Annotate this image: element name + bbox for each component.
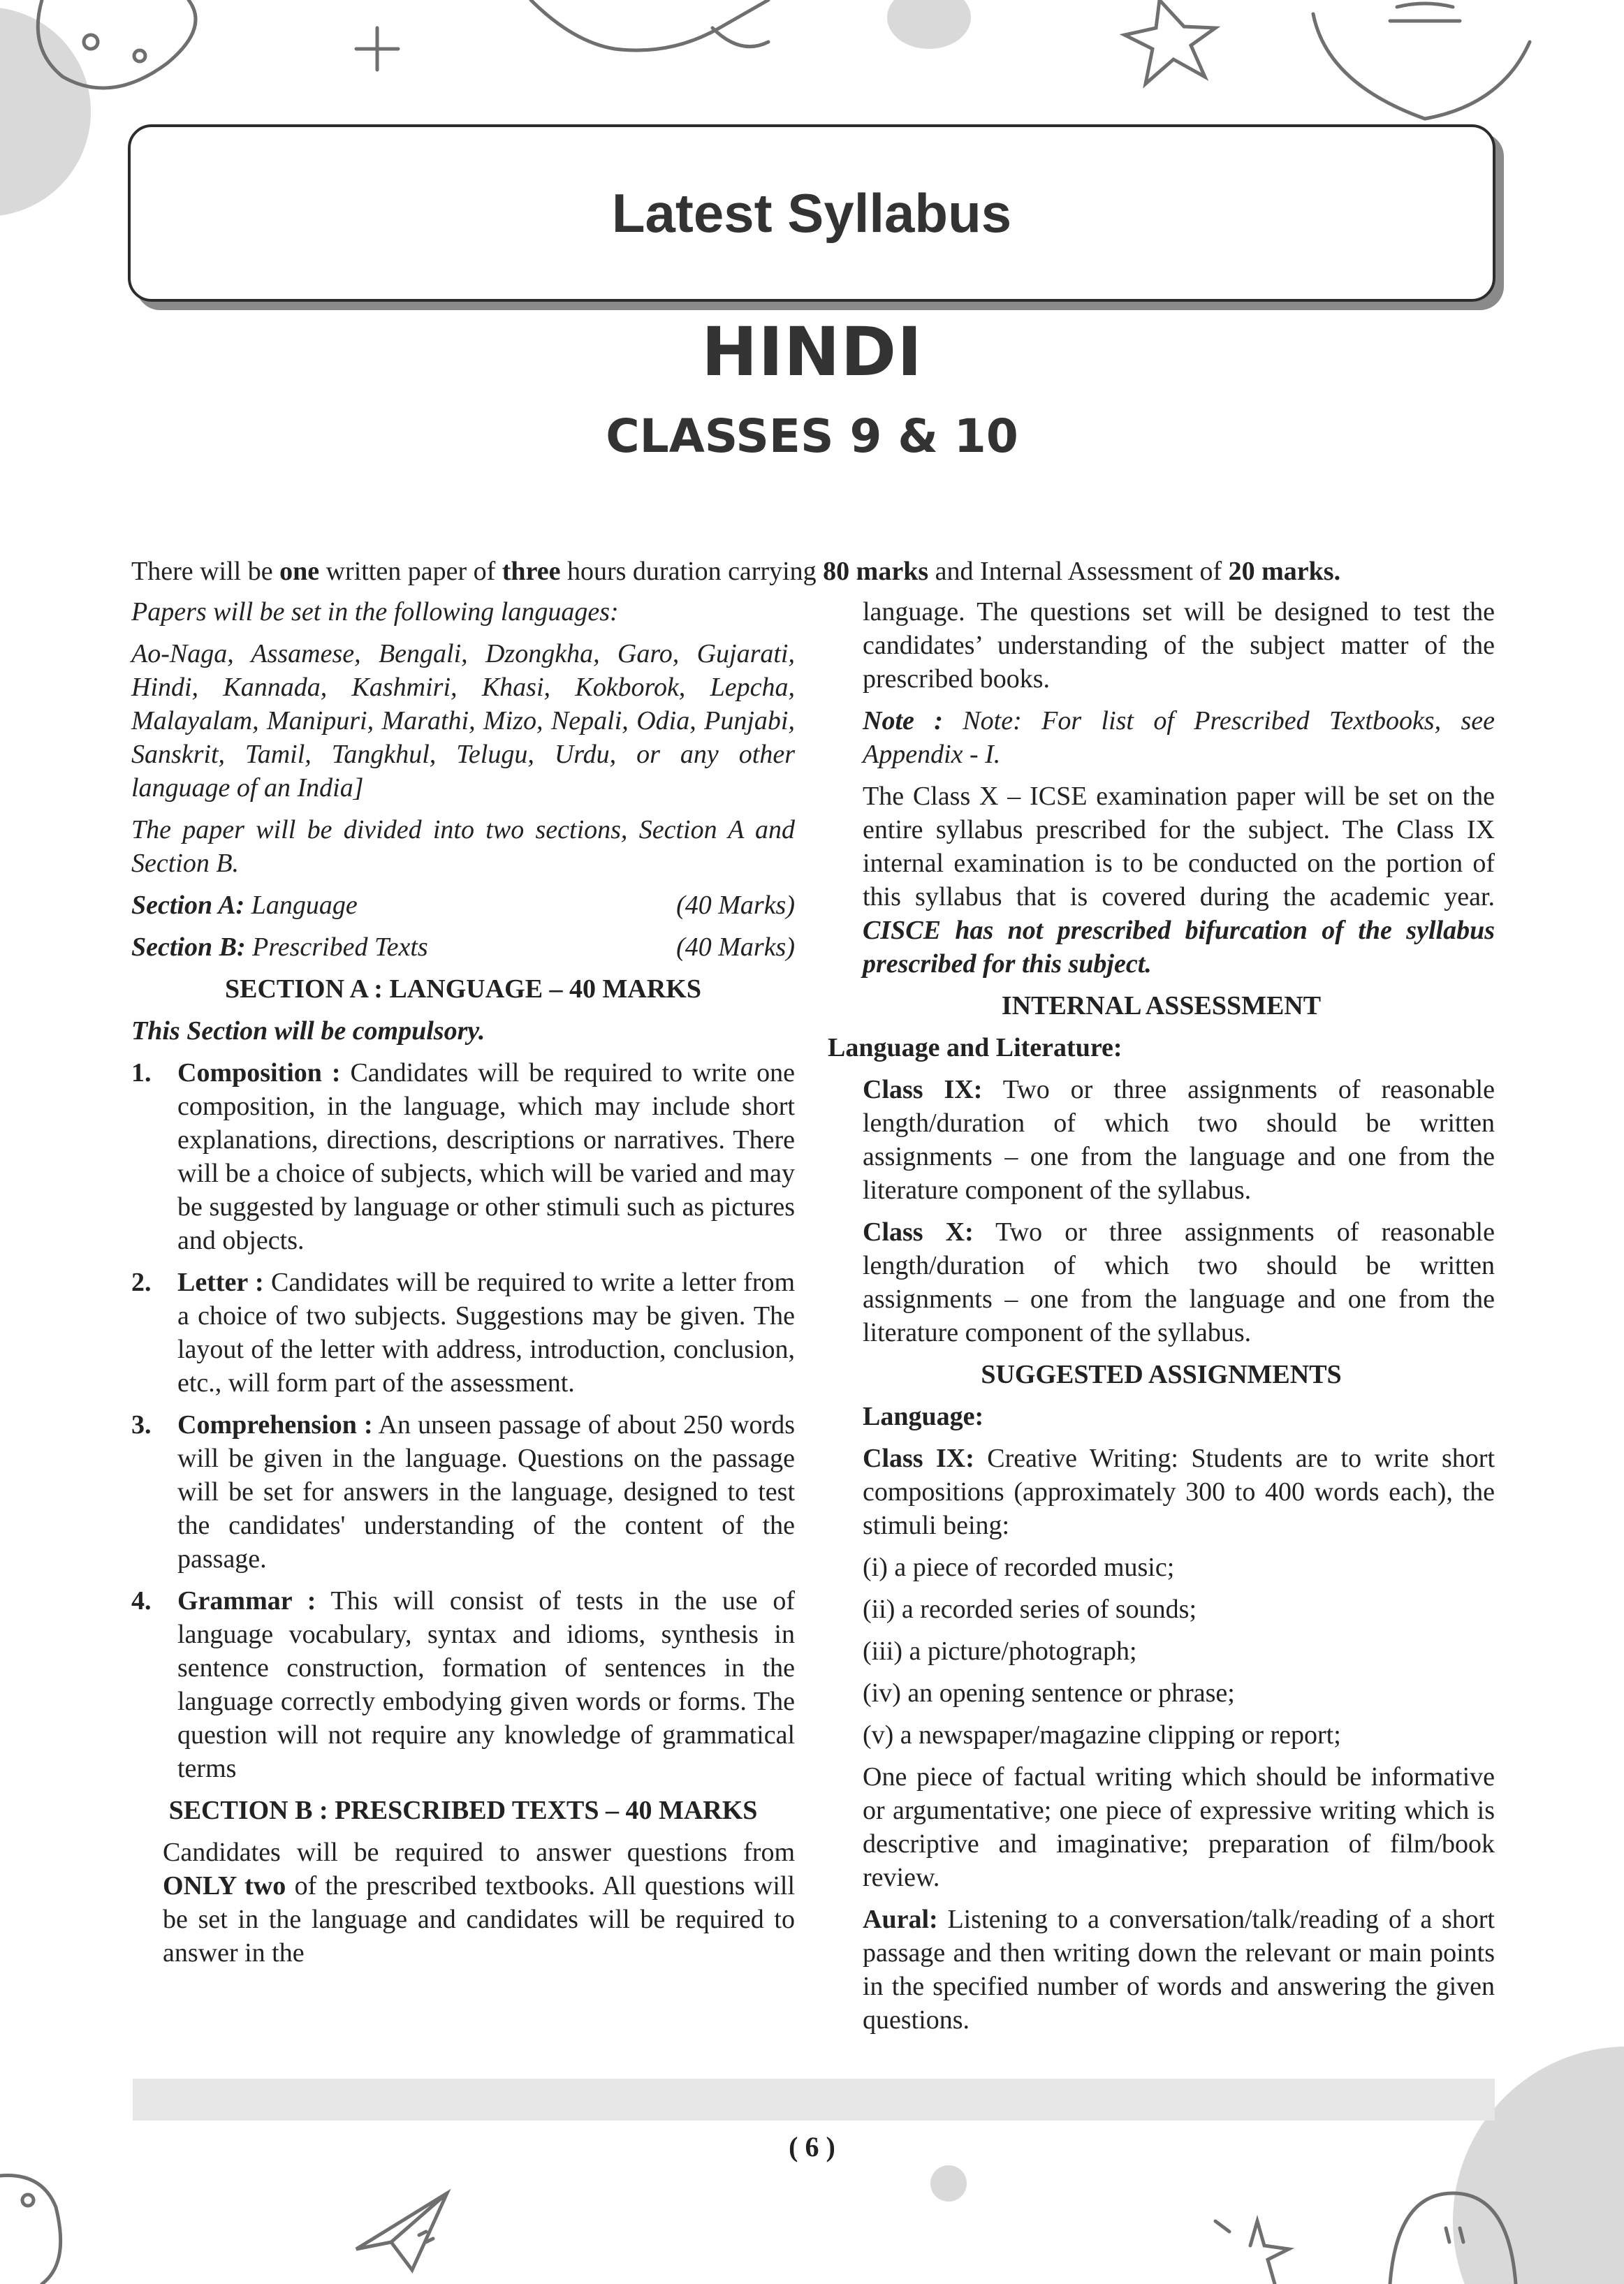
class-ix-label: Class IX: bbox=[863, 1075, 983, 1104]
section-b-name: Prescribed Texts bbox=[245, 932, 428, 962]
item-text bbox=[177, 1056, 795, 1257]
pot-doodle bbox=[1313, 14, 1530, 119]
item-title: Composition : bbox=[177, 1058, 341, 1088]
aural-text: Listening to a conversation/talk/reading of a short passage and then writing down the relevant or main points in the specified number of words and answering the given questions. bbox=[863, 1905, 1495, 2035]
stimulus-item: (ii) a recorded series of sounds; bbox=[863, 1595, 1197, 1624]
intro-paragraph bbox=[131, 555, 1500, 588]
blob-doodle bbox=[1390, 2193, 1516, 2284]
section-b-marks: (40 Marks) bbox=[676, 932, 795, 962]
item-body: This will consist of tests in the use of language vocabulary, syntax and idioms, synthesis in sentence construction, formation of sentences in the language correctly embodying given words or forms. The question will not require any knowledge of grammatical terms bbox=[177, 1586, 795, 1783]
intro-text: written paper of bbox=[319, 557, 502, 586]
item-body: Candidates will be required to write a letter from a choice of two subjects. Suggestions may be given. The layout of the letter with address, introduction, conclusion, etc., will form part of the assessment. bbox=[177, 1268, 795, 1398]
item-title: Grammar : bbox=[177, 1586, 316, 1616]
language-literature-label: Language and Literature: bbox=[828, 1033, 1122, 1062]
planet-doodle-bottom bbox=[0, 2176, 61, 2284]
footer-bar bbox=[133, 2079, 1495, 2121]
section-a-label: Section A: bbox=[131, 891, 245, 920]
star-doodle bbox=[1125, 0, 1215, 84]
left-column bbox=[131, 595, 795, 1978]
internal-assessment-heading: INTERNAL ASSESSMENT bbox=[1001, 991, 1322, 1020]
intro-text: There will be bbox=[131, 557, 280, 586]
item-text bbox=[177, 1408, 795, 1576]
item-text bbox=[177, 1266, 795, 1400]
factual-writing: One piece of factual writing which should be informative or argumentative; one piece of expressive writing which is descriptive and imaginative; preparation of film/book review. bbox=[863, 1762, 1495, 1892]
intro-text: hours duration carrying bbox=[560, 557, 824, 586]
list-item bbox=[131, 1266, 795, 1400]
class-x-text: The Class X – ICSE examination paper will be set on the entire syllabus prescribed for the subject. The Class IX internal examination is to be conducted on the portion of this syllabus that is covered during the academic year. bbox=[863, 782, 1495, 912]
section-a-name: Language bbox=[244, 891, 358, 920]
intro-bold: 80 marks bbox=[823, 557, 929, 586]
papers-note: Papers will be set in the following languages: bbox=[131, 597, 619, 627]
compulsory-note: This Section will be compulsory. bbox=[131, 1016, 485, 1046]
section-b-label: Section B: bbox=[131, 932, 246, 962]
section-b-row bbox=[131, 930, 795, 964]
right-column bbox=[828, 595, 1495, 2045]
section-b-paragraph bbox=[131, 1836, 795, 1970]
paper-plane-doodle bbox=[356, 2193, 447, 2270]
class-x-paragraph bbox=[828, 779, 1495, 981]
class-x-text: Two or three assignments of reasonable length/duration of which two should be written assignments – one from the language and one from the literature component of the syllabus. bbox=[863, 1217, 1495, 1347]
section-b-continued: language. The questions set will be designed to test the candidates’ understanding of the subject matter of the prescribed books. bbox=[863, 597, 1495, 694]
plus-doodle bbox=[356, 28, 398, 70]
section-b-text: Candidates will be required to answer questions from bbox=[163, 1838, 795, 1867]
section-b-bold: ONLY two bbox=[163, 1871, 286, 1901]
item-body: Candidates will be required to write one composition, in the language, which may include short explanations, directions, descriptions or narratives. There will be a choice of subjects, which will be varied and may be suggested by language or other stimuli such as pictures and objects. bbox=[177, 1058, 795, 1255]
section-a-heading: SECTION A : LANGUAGE – 40 MARKS bbox=[225, 974, 701, 1004]
stimulus-item: (i) a piece of recorded music; bbox=[863, 1553, 1175, 1582]
section-b-label-group bbox=[131, 930, 428, 964]
item-title: Comprehension : bbox=[177, 1410, 373, 1440]
item-number: 2. bbox=[131, 1268, 152, 1297]
class-ix-assessment bbox=[828, 1073, 1495, 1207]
classes-subtitle: CLASSES 9 & 10 bbox=[606, 409, 1018, 463]
header-box bbox=[128, 124, 1495, 302]
section-b-heading: SECTION B : PRESCRIBED TEXTS – 40 MARKS bbox=[168, 1796, 758, 1825]
item-number: 1. bbox=[131, 1058, 152, 1088]
corner-circle-top-left bbox=[0, 7, 91, 217]
aural-label: Aural: bbox=[863, 1905, 938, 1934]
small-star-doodle bbox=[1250, 2221, 1289, 2284]
stimulus-item: (iv) an opening sentence or phrase; bbox=[863, 1678, 1235, 1708]
class-ix-text: Two or three assignments of reasonable length/duration of which two should be written assignments – one from the language and one from the literature component of the syllabus. bbox=[863, 1075, 1495, 1205]
item-body: An unseen passage of about 250 words will be given in the language. Questions on the passage will be set for answers in the language, designed to test the candidates' understanding of the content of the passage. bbox=[177, 1410, 795, 1574]
note-text: Note: For list of Prescribed Textbooks, see Appendix - I. bbox=[863, 706, 1495, 769]
list-item bbox=[131, 1584, 795, 1785]
note-paragraph bbox=[828, 704, 1495, 771]
intro-bold: 20 marks. bbox=[1228, 557, 1341, 586]
item-number: 4. bbox=[131, 1586, 152, 1616]
intro-bold: one bbox=[279, 557, 320, 586]
stimulus-item: (iii) a picture/photograph; bbox=[863, 1637, 1137, 1666]
class-x-label: Class X: bbox=[863, 1217, 974, 1247]
intro-bold: three bbox=[502, 557, 561, 586]
item-number: 3. bbox=[131, 1410, 152, 1440]
small-circle-bottom bbox=[930, 2165, 967, 2202]
stimulus-item: (v) a newspaper/magazine clipping or report; bbox=[863, 1720, 1341, 1750]
section-a-marks: (40 Marks) bbox=[676, 891, 795, 920]
section-b-text: of the prescribed textbooks. All questions will be set in the language and candidates will be required to answer in the bbox=[163, 1871, 795, 1968]
section-a-row bbox=[131, 888, 795, 922]
subject-title: HINDI bbox=[701, 313, 923, 391]
language-label: Language: bbox=[863, 1402, 984, 1431]
list-item bbox=[131, 1408, 795, 1576]
header-title: Latest Syllabus bbox=[611, 182, 1012, 244]
creative-writing-label: Class IX: bbox=[863, 1444, 974, 1473]
cisce-note: CISCE has not prescribed bifurcation of the syllabus prescribed for this subject. bbox=[863, 916, 1495, 979]
item-text bbox=[177, 1584, 795, 1785]
division-note: The paper will be divided into two sections, Section A and Section B. bbox=[131, 815, 795, 878]
languages-list: Ao-Naga, Assamese, Bengali, Dzongkha, Garo, Gujarati, Hindi, Kannada, Kashmiri, Khasi, Kokborok, Lepcha, Malayalam, Manipuri, Marathi, Mizo, Nepali, Odia, Punjabi, Sanskrit, Tamil, Tangkhul, Telugu, Urdu, or any other language of an India] bbox=[131, 639, 795, 803]
item-title: Letter : bbox=[177, 1268, 264, 1297]
list-item bbox=[131, 1056, 795, 1257]
page-number: ( 6 ) bbox=[789, 2131, 835, 2162]
intro-text: and Internal Assessment of bbox=[928, 557, 1229, 586]
rocket-doodle bbox=[531, 0, 768, 50]
class-x-assessment bbox=[828, 1215, 1495, 1349]
creative-writing-text: Creative Writing: Students are to write short compositions (approximately 300 to 400 words each), the stimuli being: bbox=[863, 1444, 1495, 1540]
planet-doodle bbox=[38, 0, 196, 88]
section-a-label-group bbox=[131, 888, 358, 922]
note-label: Note : bbox=[863, 706, 943, 735]
creative-writing bbox=[828, 1442, 1495, 1542]
suggested-assignments-heading: SUGGESTED ASSIGNMENTS bbox=[981, 1360, 1342, 1389]
aural-paragraph bbox=[828, 1903, 1495, 2037]
